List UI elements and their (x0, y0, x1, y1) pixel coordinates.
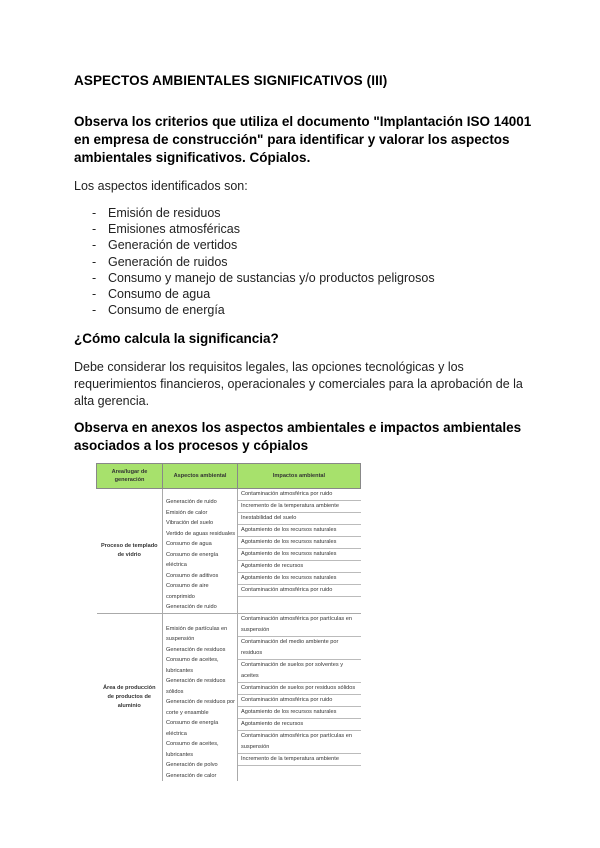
impacts-cell (238, 613, 361, 781)
document-title: ASPECTOS AMBIENTALES SIGNIFICATIVOS (III) (74, 73, 388, 88)
aspect-entry: Consumo de aditivos (166, 572, 219, 579)
list-dash: - (92, 286, 97, 301)
list-dash: - (92, 222, 97, 237)
impact-entry: Incremento de la temperatura ambiente (238, 754, 361, 766)
impact-entry: Contaminación atmosférica por ruido (238, 695, 361, 707)
impact-entry: Inestabilidad del suelo (238, 513, 361, 525)
aspect-entry: Generación de residuos por corte y ensamble (166, 699, 236, 716)
header-aspect: Aspectos ambiental (163, 464, 238, 489)
annex-table (96, 463, 361, 781)
question-annex: Observa en anexos los aspectos ambientales e impactos ambientales asociados a los procesos y cópialos (74, 420, 522, 453)
aspects-cell (163, 613, 238, 781)
table-row (97, 613, 361, 781)
aspects-list (92, 205, 435, 318)
header-area: Area/lugar de generación (97, 464, 163, 489)
aspect-entry: Consumo de energía eléctrica (166, 720, 219, 737)
list-item-text: Generación de ruidos (108, 254, 228, 269)
aspects-cell (163, 489, 238, 614)
impacts-cell (238, 489, 361, 614)
impact-entry: Contaminación de suelos por residuos sólidos (238, 683, 361, 695)
aspect-entry: Vibración del suelo (166, 520, 214, 526)
impact-entry: Agotamiento de recursos (238, 561, 361, 573)
impact-entry: Agotamiento de los recursos naturales (238, 537, 361, 549)
list-item (92, 286, 435, 302)
aspect-entry: Generación de ruido (166, 604, 217, 610)
list-item (92, 237, 435, 253)
aspect-entry: Generación de polvo (166, 762, 218, 768)
aspect-entry: Emisión de calor (166, 509, 208, 516)
aspect-entry: Generación de residuos (166, 646, 226, 653)
list-dash: - (92, 238, 97, 253)
aspect-entry: Consumo de agua (166, 541, 212, 547)
aspect-entry: Consumo de aceites, lubricantes (166, 741, 219, 758)
area-cell: Proceso de templado de vidrio (100, 542, 158, 558)
aspect-entry: Generación de calor (166, 772, 217, 779)
impact-entry: Agotamiento de los recursos naturales (238, 707, 361, 719)
area-cell: Área de producción de productos de aluminio (97, 613, 163, 781)
list-dash: - (92, 270, 97, 285)
table-row (97, 489, 361, 614)
list-item (92, 205, 435, 221)
list-item-text: Consumo de agua (108, 286, 211, 301)
list-dash: - (92, 303, 97, 318)
impact-entry: Incremento de la temperatura ambiente (238, 501, 361, 513)
list-item (92, 221, 435, 237)
impact-entry: Agotamiento de recursos (238, 719, 361, 731)
impact-entry: Contaminación atmosférica por partículas en suspensión (238, 614, 361, 637)
aspect-entry: Consumo de aire comprimido (166, 583, 209, 600)
list-item-text: Consumo de energía (108, 303, 225, 318)
list-dash: - (92, 206, 97, 220)
header-impact: Impactos ambiental (238, 464, 361, 489)
impact-entry: Contaminación atmosférica por ruido (238, 489, 361, 501)
aspects-intro: Los aspectos identificados son: (74, 179, 248, 193)
aspect-entry: Vertido de aguas residuales (166, 530, 236, 537)
aspect-entry: Consumo de energía eléctrica (166, 551, 219, 568)
impact-entry: Agotamiento de los recursos naturales (238, 549, 361, 561)
list-item-text: Generación de vertidos (108, 238, 238, 253)
impact-entry: Agotamiento de los recursos naturales (238, 573, 361, 585)
impact-entry: Contaminación atmosférica por partículas en suspensión (238, 731, 361, 754)
significance-answer: Debe considerar los requisitos legales, las opciones tecnológicas y los requerimientos financieros, operacionales y comerciales para la aprobación de la alta gerencia. (74, 360, 523, 408)
list-item-text: Emisión de residuos (108, 206, 221, 220)
aspect-entry: Emisión de partículas en suspensión (166, 625, 228, 642)
impact-entry: Contaminación del medio ambiente por residuos (238, 637, 361, 660)
question-criteria: Observa los criterios que utiliza el documento "Implantación ISO 14001 en empresa de construcción" para identificar y valorar los aspectos ambientales significativos. Cópialos. (74, 114, 532, 165)
list-item (92, 302, 435, 318)
table-header-row (97, 464, 361, 489)
list-item (92, 270, 435, 286)
list-item-text: Emisiones atmosféricas (108, 222, 240, 237)
aspect-entry: Generación de ruido (166, 499, 217, 505)
list-dash: - (92, 254, 97, 269)
impact-entry: Contaminación de suelos por solventes y aceites (238, 660, 361, 683)
list-item-text: Consumo y manejo de sustancias y/o productos peligrosos (108, 270, 435, 285)
aspect-entry: Generación de residuos sólidos (166, 678, 226, 695)
impact-entry: Agotamiento de los recursos naturales (238, 525, 361, 537)
impact-entry: Contaminación atmosférica por ruido (238, 585, 361, 597)
question-significance: ¿Cómo calcula la significancia? (74, 331, 279, 346)
list-item (92, 254, 435, 270)
aspect-entry: Consumo de aceites, lubricantes (166, 657, 219, 674)
